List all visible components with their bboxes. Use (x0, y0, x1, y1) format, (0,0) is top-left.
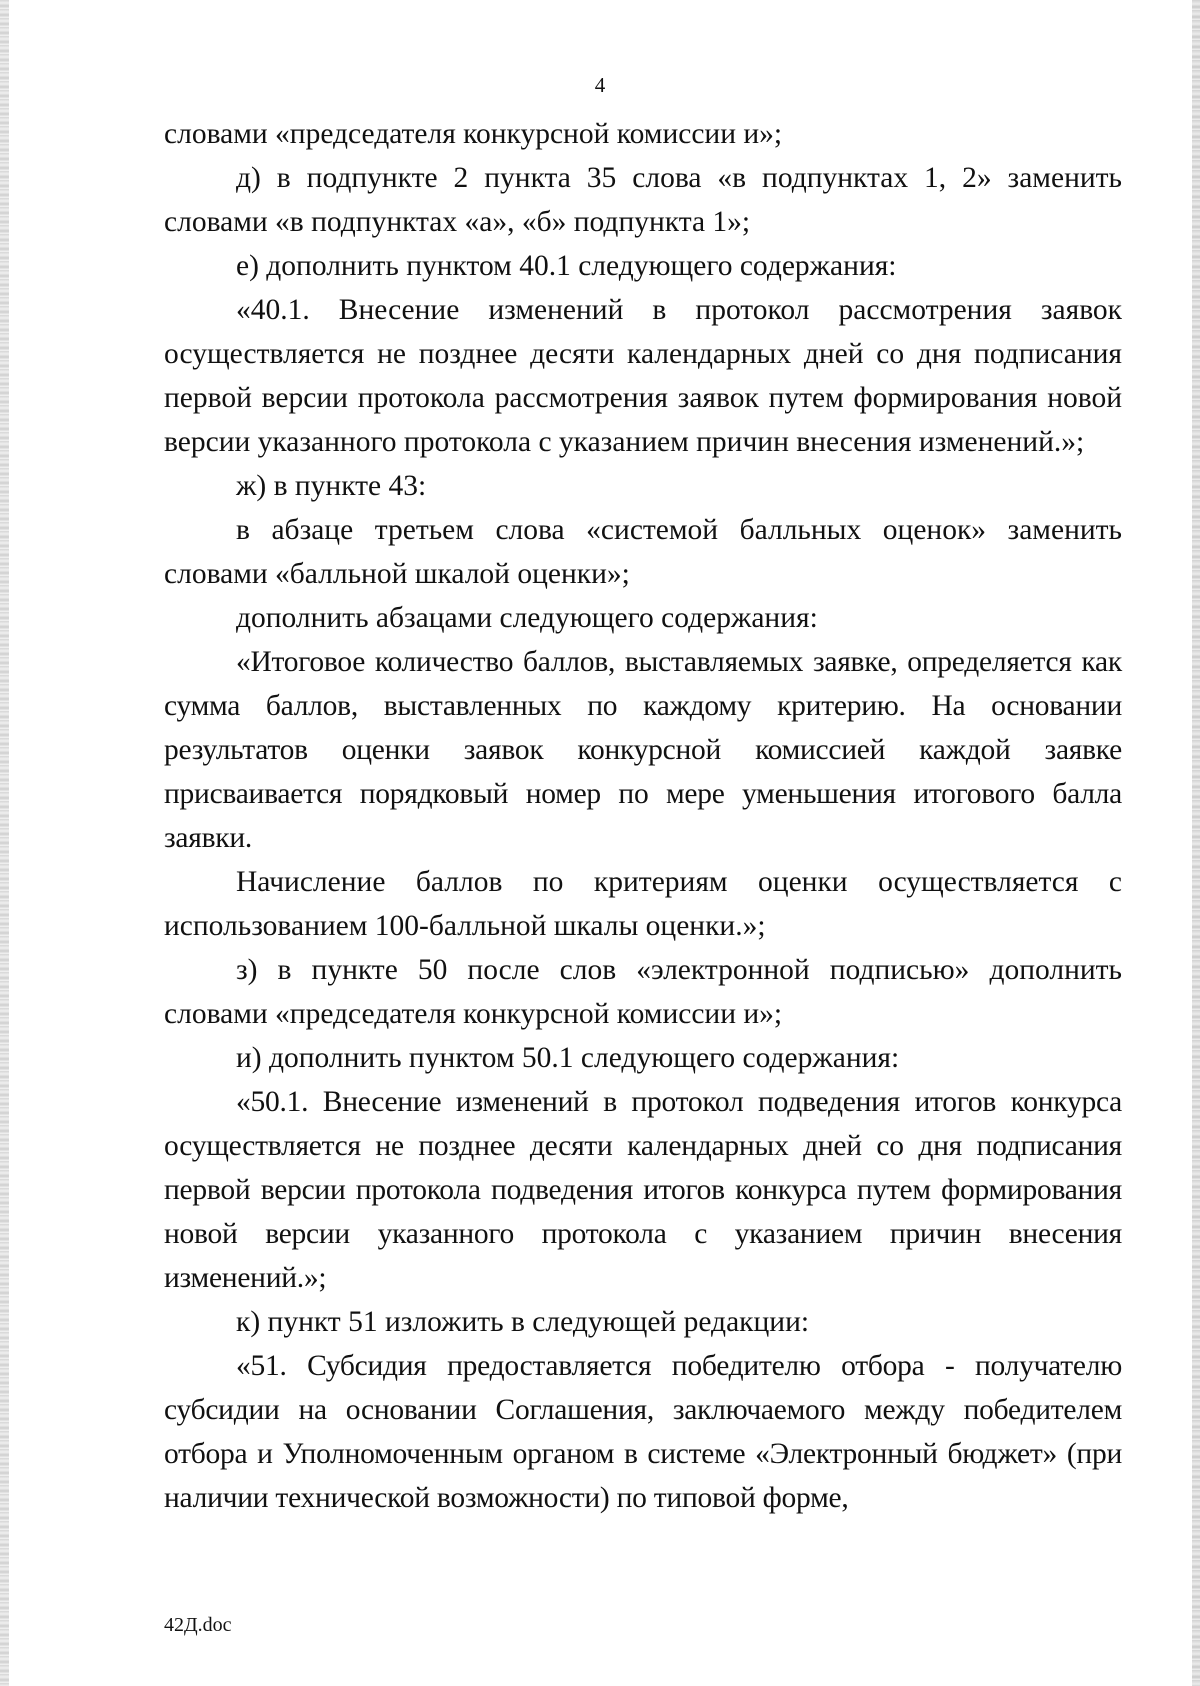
paragraph-add-abzats: дополнить абзацами следующего содержания: (236, 602, 818, 634)
paragraph-scoring-scale: Начисление баллов по критериям оценки осуществляется с использованием 100-балльной шкалы оценки.»; (164, 866, 1122, 942)
paragraph-total-score: «Итоговое количество баллов, выставляемых заявке, определяется как сумма баллов, выставленных по каждому критерию. На основании результатов оценки заявок конкурсной комиссией каждой заявке присваивается порядковый номер по мере уменьшения итогового балла заявки. (164, 646, 1122, 854)
paragraph-clause-40-1: «40.1. Внесение изменений в протокол рассмотрения заявок осуществляется не позднее десяти календарных дней со дня подписания первой версии протокола рассмотрения заявок путем формирования новой версии указанного протокола с указанием причин внесения изменений.»; (164, 294, 1122, 458)
paragraph-item-e: е) дополнить пунктом 40.1 следующего содержания: (236, 250, 897, 282)
scan-edge-right (1192, 0, 1200, 1686)
page-number: 4 (594, 73, 606, 97)
paragraph-item-z: з) в пункте 50 после слов «электронной подписью» дополнить словами «председателя конкурсной комиссии и»; (164, 954, 1122, 1030)
paragraph-clause-51: «51. Субсидия предоставляется победителю отбора - получателю субсидии на основании Соглашения, заключаемого между победителем отбора и Уполномоченным органом в системе «Электронный бюджет» (при наличии технической возможности) по типовой форме, (164, 1350, 1122, 1514)
footer-filename: 42Д.doc (164, 1614, 232, 1636)
paragraph-item-d: д) в подпункте 2 пункта 35 слова «в подпунктах 1, 2» заменить словами «в подпунктах «а», «б» подпункта 1»; (164, 162, 1122, 238)
scan-edge-left (0, 0, 9, 1686)
paragraph-item-zh: ж) в пункте 43: (236, 470, 427, 502)
paragraph-item-k: к) пункт 51 изложить в следующей редакции: (236, 1306, 810, 1338)
paragraph-item-i: и) дополнить пунктом 50.1 следующего содержания: (236, 1042, 900, 1074)
paragraph-clause-50-1: «50.1. Внесение изменений в протокол подведения итогов конкурса осуществляется не позднее десяти календарных дней со дня подписания первой версии протокола подведения итогов конкурса путем формирования новой версии указанного протокола с указанием причин внесения изменений.»; (164, 1086, 1122, 1294)
document-body (164, 112, 1122, 1520)
paragraph-continuation: словами «председателя конкурсной комиссии и»; (164, 118, 783, 150)
paragraph-third-abzats: в абзаце третьем слова «системой балльных оценок» заменить словами «балльной шкалой оценки»; (164, 514, 1122, 590)
